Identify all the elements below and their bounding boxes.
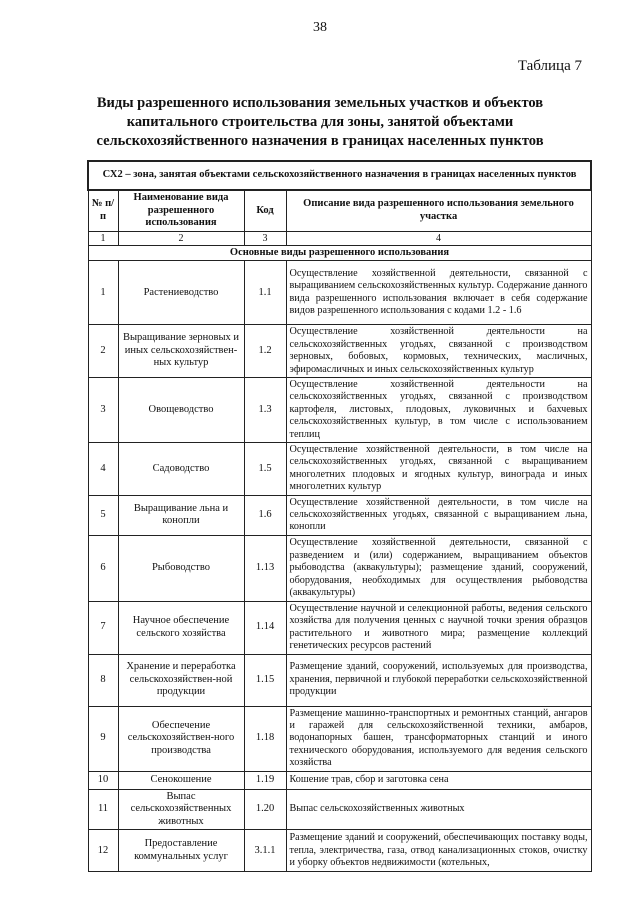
row-description: Размещение зданий, сооружений, используемых для производства, хранения, первичной и глубокой переработки сельскохозяйственной продукции bbox=[286, 654, 591, 706]
table-row bbox=[88, 830, 591, 872]
row-description: Осуществление хозяйственной деятельности, в том числе на сельскохозяйственных угодьях, связанной с выращиванием льна, конопли bbox=[286, 495, 591, 535]
row-name: Выращивание льна и конопли bbox=[118, 495, 244, 535]
row-number: 11 bbox=[88, 789, 118, 830]
row-name: Овощеводство bbox=[118, 378, 244, 443]
table-row bbox=[88, 378, 591, 443]
table-row bbox=[88, 443, 591, 496]
row-description: Размещение машинно-транспортных и ремонтных станций, ангаров и гаражей для сельскохозяйственной техники, амбаров, водонапорных башен, трансформаторных станций и иного технического оборудования, используемого для ведения сельского хозяйства bbox=[286, 706, 591, 771]
row-number: 2 bbox=[88, 325, 118, 378]
row-name: Садоводство bbox=[118, 443, 244, 496]
column-number: 4 bbox=[286, 231, 591, 245]
row-description: Осуществление хозяйственной деятельности, связанной с разведением и (или) содержанием, выращиванием объектов рыбоводства (аквакультуры); размещение зданий, сооружений, оборудования, необходимых для осуществления рыбоводства (аквакультуры) bbox=[286, 535, 591, 601]
table-row bbox=[88, 535, 591, 601]
row-code: 3.1.1 bbox=[244, 830, 286, 872]
table-row bbox=[88, 325, 591, 378]
zone-header: СХ2 – зона, занятая объектами сельскохозяйственного назначения в границах населенных пунктов bbox=[88, 161, 591, 190]
row-number: 9 bbox=[88, 706, 118, 771]
row-name: Выращивание зерновых и иных сельскохозяйствен-ных культур bbox=[118, 325, 244, 378]
column-number: 1 bbox=[88, 231, 118, 245]
row-description: Осуществление хозяйственной деятельности, связанной с выращиванием сельскохозяйственных культур. Содержание данного вида разрешенного использования включает в себя содержание видов разрешенного использования с кодами 1.2 - 1.6 bbox=[286, 261, 591, 325]
row-code: 1.2 bbox=[244, 325, 286, 378]
row-number: 1 bbox=[88, 261, 118, 325]
row-number: 5 bbox=[88, 495, 118, 535]
row-code: 1.20 bbox=[244, 789, 286, 830]
table-row bbox=[88, 771, 591, 789]
table-row bbox=[88, 261, 591, 325]
row-description: Кошение трав, сбор и заготовка сена bbox=[286, 771, 591, 789]
header-name: Наименование вида разрешенного использования bbox=[118, 190, 244, 231]
row-name: Хранение и переработка сельскохозяйствен-ной продукции bbox=[118, 654, 244, 706]
row-description: Осуществление хозяйственной деятельности на сельскохозяйственных угодьях, связанной с производством картофеля, листовых, плодовых, луковичных и бахчевых сельскохозяйственных культур, в том числе с использованием теплиц bbox=[286, 378, 591, 443]
row-code: 1.1 bbox=[244, 261, 286, 325]
section-title: Основные виды разрешенного использования bbox=[88, 245, 591, 261]
row-code: 1.14 bbox=[244, 601, 286, 654]
table-row bbox=[88, 654, 591, 706]
table-row bbox=[88, 495, 591, 535]
land-use-table bbox=[87, 160, 592, 872]
document-title: Виды разрешенного использования земельных участков и объектов капитального строительства для зоны, занятой объектами сельскохозяйственного назначения в границах населенных пунктов bbox=[96, 95, 544, 149]
row-description: Осуществление хозяйственной деятельности на сельскохозяйственных угодьях, связанной с производством зерновых, бобовых, кормовых, технических, масличных, эфиромасличных и иных сельскохозяйственных культур bbox=[286, 325, 591, 378]
row-code: 1.19 bbox=[244, 771, 286, 789]
row-number: 12 bbox=[88, 830, 118, 872]
header-num: № п/п bbox=[88, 190, 118, 231]
row-code: 1.13 bbox=[244, 535, 286, 601]
table-label: Таблица 7 bbox=[517, 58, 582, 74]
row-number: 7 bbox=[88, 601, 118, 654]
row-code: 1.18 bbox=[244, 706, 286, 771]
row-name: Выпас сельскохозяйственных животных bbox=[118, 789, 244, 830]
row-description: Осуществление хозяйственной деятельности, в том числе на сельскохозяйственных угодьях, связанной с выращиванием многолетних плодовых и ягодных культур, винограда и иных многолетних культур bbox=[286, 443, 591, 496]
column-number: 3 bbox=[244, 231, 286, 245]
column-number: 2 bbox=[118, 231, 244, 245]
page-number: 38 bbox=[313, 20, 327, 35]
row-description: Размещение зданий и сооружений, обеспечивающих поставку воды, тепла, электричества, газа, отвод канализационных стоков, очистку и уборку объектов недвижимости (котельных, bbox=[286, 830, 591, 872]
row-name: Сенокошение bbox=[118, 771, 244, 789]
row-code: 1.15 bbox=[244, 654, 286, 706]
row-code: 1.3 bbox=[244, 378, 286, 443]
row-name: Рыбоводство bbox=[118, 535, 244, 601]
row-number: 4 bbox=[88, 443, 118, 496]
row-number: 10 bbox=[88, 771, 118, 789]
row-description: Осуществление научной и селекционной работы, ведения сельского хозяйства для получения ценных с научной точки зрения образцов растительного и животного мира; размещение коллекций генетических ресурсов растений bbox=[286, 601, 591, 654]
table-row bbox=[88, 789, 591, 830]
row-number: 8 bbox=[88, 654, 118, 706]
row-name: Научное обеспечение сельского хозяйства bbox=[118, 601, 244, 654]
row-code: 1.5 bbox=[244, 443, 286, 496]
table-row bbox=[88, 601, 591, 654]
row-number: 3 bbox=[88, 378, 118, 443]
row-description: Выпас сельскохозяйственных животных bbox=[286, 789, 591, 830]
row-name: Обеспечение сельскохозяйствен-ного производства bbox=[118, 706, 244, 771]
row-code: 1.6 bbox=[244, 495, 286, 535]
header-code: Код bbox=[244, 190, 286, 231]
table-row bbox=[88, 706, 591, 771]
header-description: Описание вида разрешенного использования земельного участка bbox=[286, 190, 591, 231]
row-name: Растениеводство bbox=[118, 261, 244, 325]
row-name: Предоставление коммунальных услуг bbox=[118, 830, 244, 872]
row-number: 6 bbox=[88, 535, 118, 601]
